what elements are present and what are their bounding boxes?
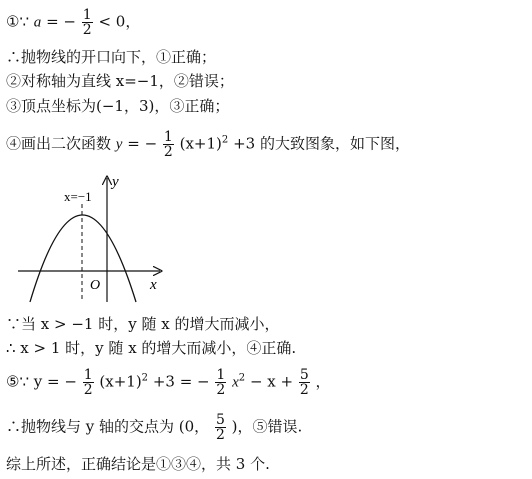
fraction-8a — [83, 368, 94, 397]
line-6: ∵当 x > −1 时，y 随 x 的增大而减小， — [6, 315, 280, 333]
line-3: ②对称轴为直线 x=−1，②错误； — [6, 72, 234, 90]
fraction-denominator: 2 — [163, 144, 173, 160]
line-2: ∴抛物线的开口向下，①正确； — [6, 48, 217, 66]
line-10: 综上所述，正确结论是①③④，共 3 个. — [6, 455, 270, 473]
symmetry-label: x=−1 — [64, 189, 92, 204]
line-1-eq: = − — [46, 12, 76, 31]
line-5-lead: ④画出二次函数 — [6, 134, 116, 153]
line-8-mid2: +3 = − — [152, 372, 210, 391]
line-8-lead: ⑤∵ y = − — [6, 372, 77, 391]
line-7: ∴ x > 1 时，y 随 x 的增大而减小，④正确. — [6, 339, 297, 357]
var-y: y — [115, 136, 123, 153]
exponent: 2 — [238, 372, 246, 384]
fraction-numerator: 1 — [216, 367, 226, 383]
line-5-mid: (x+1) — [179, 134, 222, 153]
fraction-denominator: 2 — [82, 22, 92, 38]
line-9-lead: ∴抛物线与 y 轴的交点为 (0， — [6, 417, 210, 436]
fraction-denominator: 2 — [299, 382, 309, 398]
origin-label: O — [90, 278, 101, 293]
line-8-tail: ， — [315, 372, 331, 391]
var-x: x — [232, 374, 239, 391]
fraction-numerator: 5 — [299, 367, 309, 383]
line-9-tail: )，⑤错误. — [231, 417, 303, 436]
fraction-numerator: 5 — [215, 412, 225, 428]
line-1-tail: < 0， — [98, 12, 141, 31]
fraction-denominator: 2 — [83, 382, 93, 398]
line-8 — [6, 368, 331, 397]
fraction-8b — [215, 368, 226, 397]
parabola-curve — [30, 215, 136, 302]
fraction-numerator: 1 — [163, 129, 173, 145]
exponent: 2 — [221, 134, 229, 146]
y-axis-label: y — [112, 174, 119, 190]
line-1-lead: ①∵ — [6, 12, 29, 31]
line-8-mid4: − x + — [249, 372, 298, 391]
line-8-mid1: (x+1) — [99, 372, 142, 391]
line-4: ③顶点坐标为(−1，3)，③正确； — [6, 97, 230, 115]
fraction-numerator: 1 — [83, 367, 93, 383]
fraction-denominator: 2 — [215, 427, 225, 443]
var-a: a — [33, 14, 42, 31]
line-5-eq: = − — [127, 134, 158, 153]
fraction-numerator: 1 — [82, 7, 92, 23]
line-5-tail: +3 的大致图象，如下图， — [233, 134, 410, 153]
fraction-denominator: 2 — [216, 382, 226, 398]
line-9 — [6, 413, 302, 442]
fraction-8c — [299, 368, 310, 397]
fraction-9 — [215, 413, 226, 442]
x-axis-label: x — [150, 277, 157, 293]
exponent: 2 — [141, 372, 149, 384]
